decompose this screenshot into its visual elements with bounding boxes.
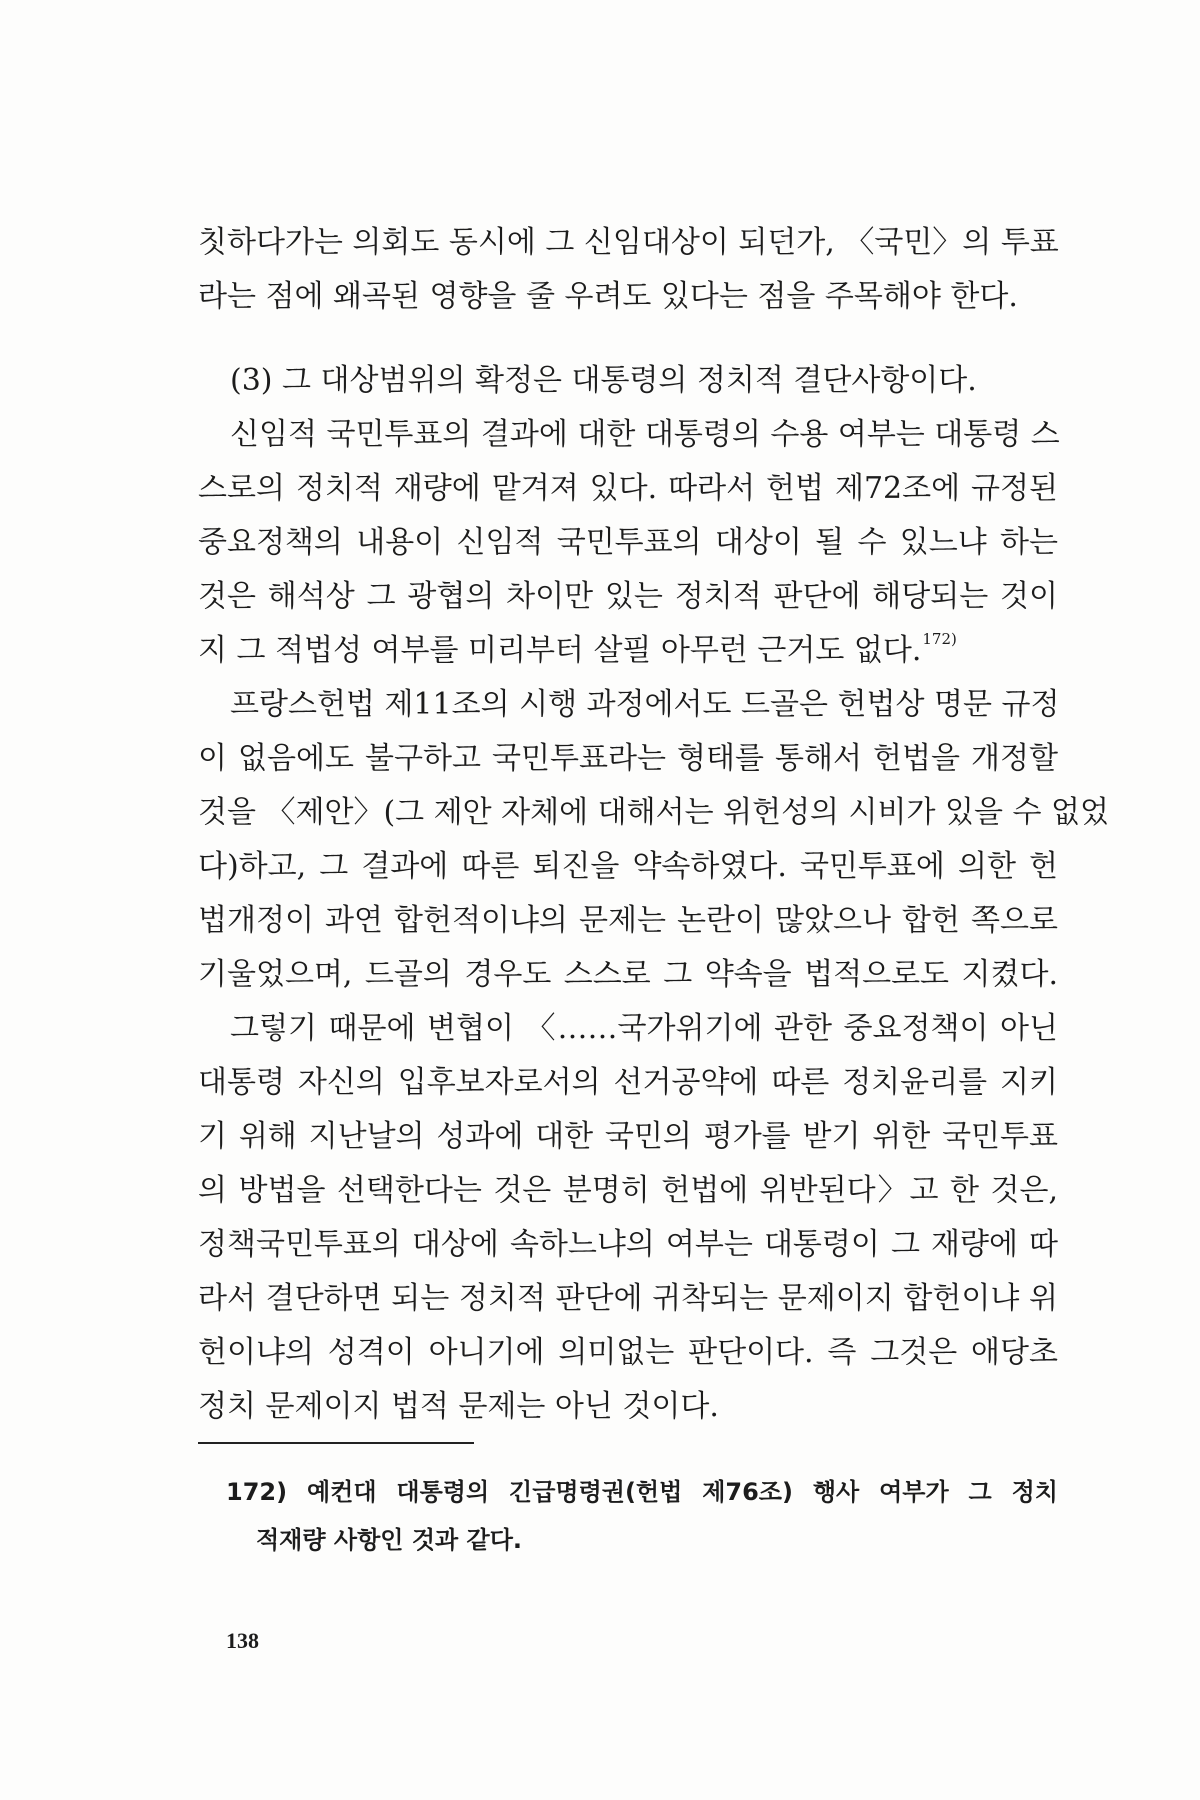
footnote-divider xyxy=(198,1442,474,1444)
text-line: 의 방법을 선택한다는 것은 분명히 헌법에 위반된다〉고 한 것은, xyxy=(198,1173,1058,1208)
text-line: 라는 점에 왜곡된 영향을 줄 우려도 있다는 점을 주목해야 한다. xyxy=(198,279,1018,314)
footnote xyxy=(226,1468,1058,1564)
text-line: 스로의 정치적 재량에 맡겨져 있다. 따라서 헌법 제72조에 규정된 xyxy=(198,471,1058,506)
text-line: 기 위해 지난날의 성과에 대한 국민의 평가를 받기 위한 국민투표 xyxy=(198,1119,1058,1154)
text-line: 칫하다가는 의회도 동시에 그 신임대상이 되던가, 〈국민〉의 투표 xyxy=(198,225,1059,260)
text-line: 법개정이 과연 합헌적이냐의 문제는 논란이 많았으나 합헌 쪽으로 xyxy=(198,903,1058,938)
footnote-line: 172) 예컨대 대통령의 긴급명령권(헌법 제76조) 행사 여부가 그 정치 xyxy=(226,1478,1058,1506)
footnote-reference: 172) xyxy=(922,630,957,648)
text-line: 다)하고, 그 결과에 따른 퇴진을 약속하였다. 국민투표에 의한 헌 xyxy=(198,849,1058,884)
text-line: 신임적 국민투표의 결과에 대한 대통령의 수용 여부는 대통령 스 xyxy=(230,417,1060,452)
text-line-content: 지 그 적법성 여부를 미리부터 살필 아무런 근거도 없다. xyxy=(198,633,922,668)
paragraph-gap xyxy=(198,324,1058,354)
text-line: 것을 〈제안〉(그 제안 자체에 대해서는 위헌성의 시비가 있을 수 없었 xyxy=(198,795,1110,830)
section-heading: (3) 그 대상범위의 확정은 대통령의 정치적 결단사항이다. xyxy=(230,363,977,398)
body-text xyxy=(198,216,1110,1434)
footnote-line: 적재량 사항인 것과 같다. xyxy=(256,1526,523,1554)
text-line: 정치 문제이지 법적 문제는 아닌 것이다. xyxy=(198,1389,719,1424)
text-line: 중요정책의 내용이 신임적 국민투표의 대상이 될 수 있느냐 하는 xyxy=(198,525,1058,560)
page-number: 138 xyxy=(226,1628,259,1653)
text-line: 대통령 자신의 입후보자로서의 선거공약에 따른 정치윤리를 지키 xyxy=(198,1065,1058,1100)
text-line: 그렇기 때문에 변협이 〈……국가위기에 관한 중요정책이 아닌 xyxy=(230,1011,1058,1046)
text-line: 라서 결단하면 되는 정치적 판단에 귀착되는 문제이지 합헌이냐 위 xyxy=(198,1281,1058,1316)
text-line: 것은 해석상 그 광협의 차이만 있는 정치적 판단에 해당되는 것이 xyxy=(198,579,1058,614)
text-line: 이 없음에도 불구하고 국민투표라는 형태를 통해서 헌법을 개정할 xyxy=(198,741,1058,776)
text-line: 헌이냐의 성격이 아니기에 의미없는 판단이다. 즉 그것은 애당초 xyxy=(198,1335,1058,1370)
text-line: 기울었으며, 드골의 경우도 스스로 그 약속을 법적으로도 지켰다. xyxy=(198,957,1058,992)
text-line: 프랑스헌법 제11조의 시행 과정에서도 드골은 헌법상 명문 규정 xyxy=(230,687,1060,722)
text-line xyxy=(198,624,1058,678)
text-line: 정책국민투표의 대상에 속하느냐의 여부는 대통령이 그 재량에 따 xyxy=(198,1227,1058,1262)
